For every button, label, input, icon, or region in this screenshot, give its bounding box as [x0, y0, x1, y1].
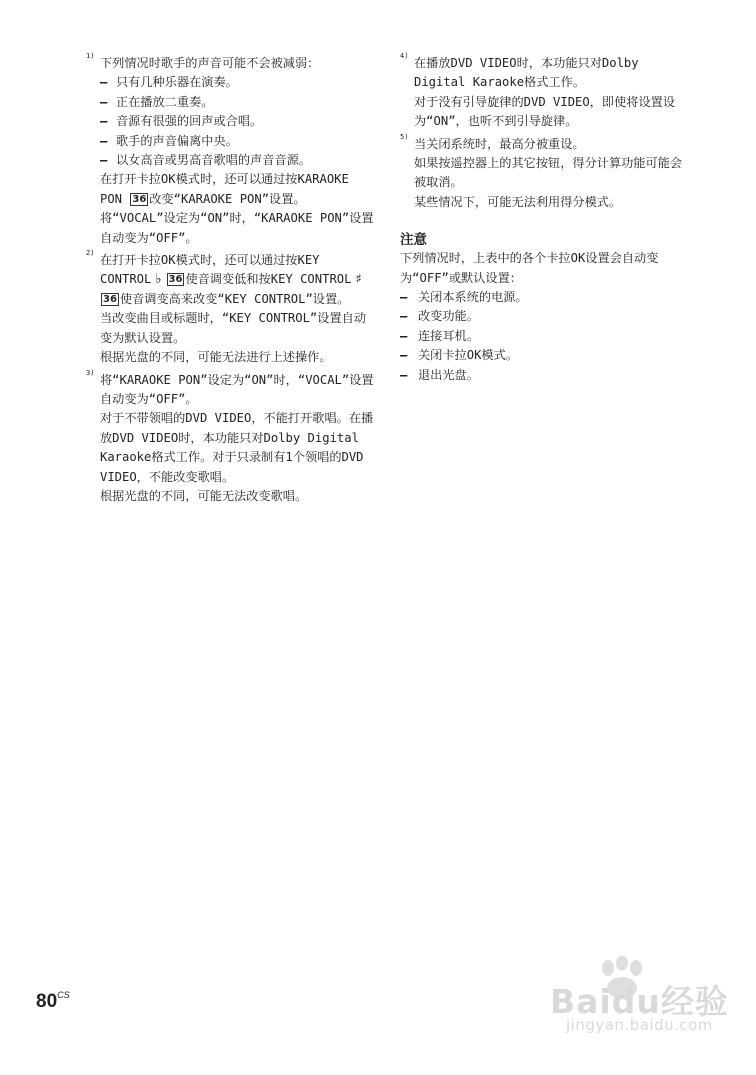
text-run: 在打开卡拉OK模式时，还可以通过按KEY CONTROL	[100, 253, 320, 287]
footnote-marker: 4)	[400, 52, 409, 60]
list-item: – 音源有很强的回声或合唱。	[100, 112, 376, 131]
paragraph: 在播放DVD VIDEO时，本功能只对Dolby Digital Karaoke格式工作。	[414, 56, 639, 90]
paragraph: 对于没有引导旋律的DVD VIDEO，即使将设置设为“ON”，也听不到引导旋律。	[414, 94, 676, 129]
paragraph: 根据光盘的不同，可能无法进行上述操作。	[100, 350, 332, 365]
paragraph: 当改变曲目或标题时，“KEY CONTROL”设置自动变为默认设置。	[100, 311, 367, 345]
paragraph: 将“KARAOKE PON”设定为“ON”时，“VOCAL”设置自动变为“OFF”。	[100, 372, 374, 406]
watermark	[530, 956, 740, 1056]
footnote-2	[86, 251, 376, 367]
button-ref-badge: 36	[168, 274, 183, 286]
paragraph: 如果按遥控器上的其它按钮，得分计算功能可能会被取消。	[414, 156, 683, 190]
page-suffix: CS	[57, 990, 70, 1000]
text-run: 在打开卡拉OK模式时，还可以通过按KARAOKE PON	[100, 172, 349, 206]
list-item: – 改变功能。	[400, 307, 688, 326]
list-item: – 关闭本系统的电源。	[400, 288, 688, 307]
paragraph: 当关闭系统时，最高分被重设。	[414, 136, 585, 151]
paragraph: 将“VOCAL”设定为“ON”时，“KARAOKE PON”设置自动变为“OFF”。	[100, 211, 374, 245]
paragraph	[100, 251, 376, 309]
list-item: – 正在播放二重奏。	[100, 93, 376, 112]
footnote-1	[86, 54, 376, 248]
note-heading: 注意	[400, 232, 427, 249]
right-column	[400, 54, 688, 385]
list-item: – 连接耳机。	[400, 327, 688, 346]
paragraph: 某些情况下，可能无法利用得分模式。	[414, 194, 622, 209]
left-column	[86, 54, 376, 506]
watermark-brand: Baidu经验	[550, 982, 729, 1021]
footnote-marker: 1)	[86, 52, 95, 60]
footnote-5	[400, 132, 688, 213]
page-number-value: 80	[36, 991, 58, 1012]
list-item: – 只有几种乐器在演奏。	[100, 73, 376, 92]
watermark-url: jingyan.baidu.com	[566, 1016, 713, 1034]
page-number	[36, 990, 70, 1013]
list-item: – 退出光盘。	[400, 366, 688, 385]
paragraph: 对于不带领唱的DVD VIDEO，不能打开歌唱。在播放DVD VIDEO时，本功能只对Dolby Digital Karaoke格式工作。对于只录制有1个领唱的DVD VIDEO，不能改变歌唱。	[100, 411, 374, 484]
list-item: – 以女高音或男高音歌唱的声音音源。	[100, 151, 376, 170]
list-item: – 歌手的声音偏离中央。	[100, 132, 376, 151]
footnote-4	[400, 54, 688, 132]
paragraph	[100, 170, 376, 209]
text-run: 使音调变低和按KEY CONTROL	[185, 272, 352, 287]
button-ref-badge: 36	[103, 293, 117, 305]
footnote-3	[86, 368, 376, 507]
text-run: 改变“KARAOKE PON”设置。	[149, 191, 306, 206]
sharp-icon: ♯	[355, 272, 362, 288]
button-ref-badge: 36	[132, 193, 147, 205]
footnote-intro: 下列情况时歌手的声音可能不会被减弱：	[100, 56, 320, 70]
footnote-marker: 2)	[86, 249, 95, 258]
note-intro: 下列情况时，上表中的各个卡拉OK设置会自动变为“OFF”或默认设置：	[400, 251, 659, 285]
footnote-marker: 5)	[400, 132, 409, 141]
text-run: 使音调变高来改变“KEY CONTROL”设置。	[119, 291, 350, 306]
footnote-marker: 3)	[86, 368, 95, 377]
paragraph: 根据光盘的不同，可能无法改变歌唱。	[100, 488, 308, 503]
flat-icon: ♭	[155, 272, 162, 288]
list-item: – 关闭卡拉OK模式。	[400, 346, 688, 365]
